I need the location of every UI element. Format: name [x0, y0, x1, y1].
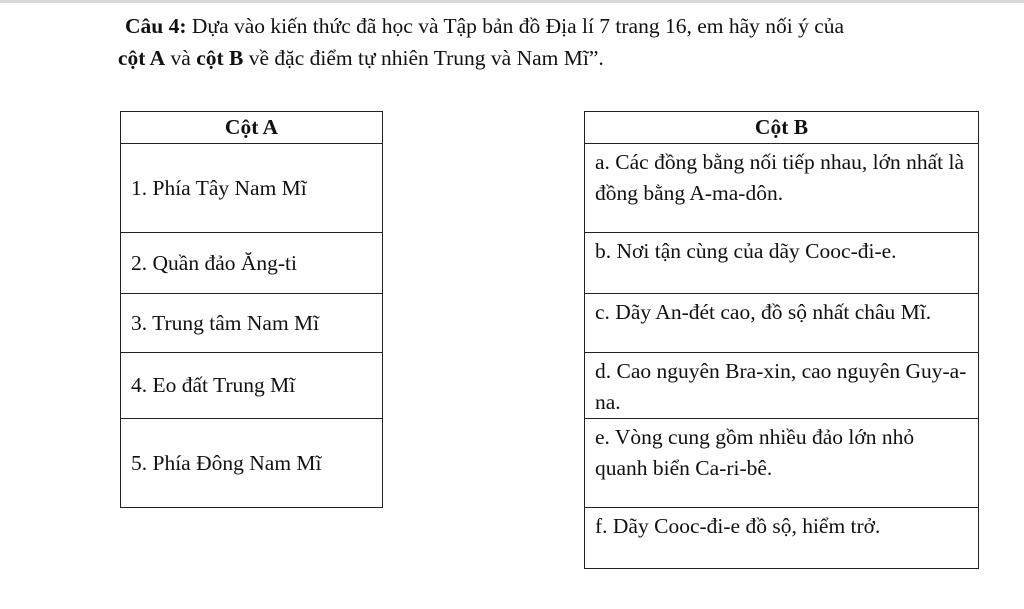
- question-and-text: và: [165, 46, 197, 70]
- table-row: [121, 419, 383, 508]
- column-a-item-5: 5. Phía Đông Nam Mĩ: [121, 419, 383, 508]
- column-b-ref: cột B: [196, 46, 244, 70]
- column-b-item-b: b. Nơi tận cùng của dãy Cooc-đi-e.: [585, 233, 979, 294]
- column-a-header: Cột A: [121, 112, 383, 144]
- table-row: [585, 353, 979, 419]
- column-a-item-4: 4. Eo đất Trung Mĩ: [121, 353, 383, 419]
- column-b-table: [584, 111, 979, 569]
- table-row: [121, 144, 383, 233]
- question-line-2-text: về đặc điểm tự nhiên Trung và Nam Mĩ”.: [243, 46, 604, 70]
- column-b-item-f: f. Dãy Cooc-đi-e đồ sộ, hiểm trở.: [585, 508, 979, 569]
- table-row: [121, 294, 383, 353]
- question-line-2: [118, 42, 978, 74]
- question-prompt: [118, 10, 978, 74]
- column-a-header-row: [121, 112, 383, 144]
- question-line-1: [118, 10, 978, 42]
- column-b-header-row: [585, 112, 979, 144]
- column-b-item-a: a. Các đồng bằng nối tiếp nhau, lớn nhất là đồng bằng A-ma-dôn.: [585, 144, 979, 233]
- table-row: [585, 508, 979, 569]
- column-a-ref: cột A: [118, 46, 166, 70]
- table-row: [121, 353, 383, 419]
- column-a-item-2: 2. Quần đảo Ăng-ti: [121, 233, 383, 294]
- column-a-item-3: 3. Trung tâm Nam Mĩ: [121, 294, 383, 353]
- question-label: Câu 4:: [125, 14, 187, 38]
- column-b-item-c: c. Dãy An-đét cao, đồ sộ nhất châu Mĩ.: [585, 294, 979, 353]
- table-row: [121, 233, 383, 294]
- table-row: [585, 233, 979, 294]
- table-row: [585, 144, 979, 233]
- column-b-header: Cột B: [585, 112, 979, 144]
- question-line-1-text: Dựa vào kiến thức đã học và Tập bản đồ Địa lí 7 trang 16, em hãy nối ý của: [186, 14, 845, 38]
- column-b-item-e: e. Vòng cung gồm nhiều đảo lớn nhỏ quanh biển Ca-ri-bê.: [585, 419, 979, 508]
- column-a-item-1: 1. Phía Tây Nam Mĩ: [121, 144, 383, 233]
- top-divider: [0, 0, 1024, 3]
- column-b-item-d: d. Cao nguyên Bra-xin, cao nguyên Guy-a-na.: [585, 353, 979, 419]
- table-row: [585, 419, 979, 508]
- table-row: [585, 294, 979, 353]
- column-a-table: [120, 111, 383, 508]
